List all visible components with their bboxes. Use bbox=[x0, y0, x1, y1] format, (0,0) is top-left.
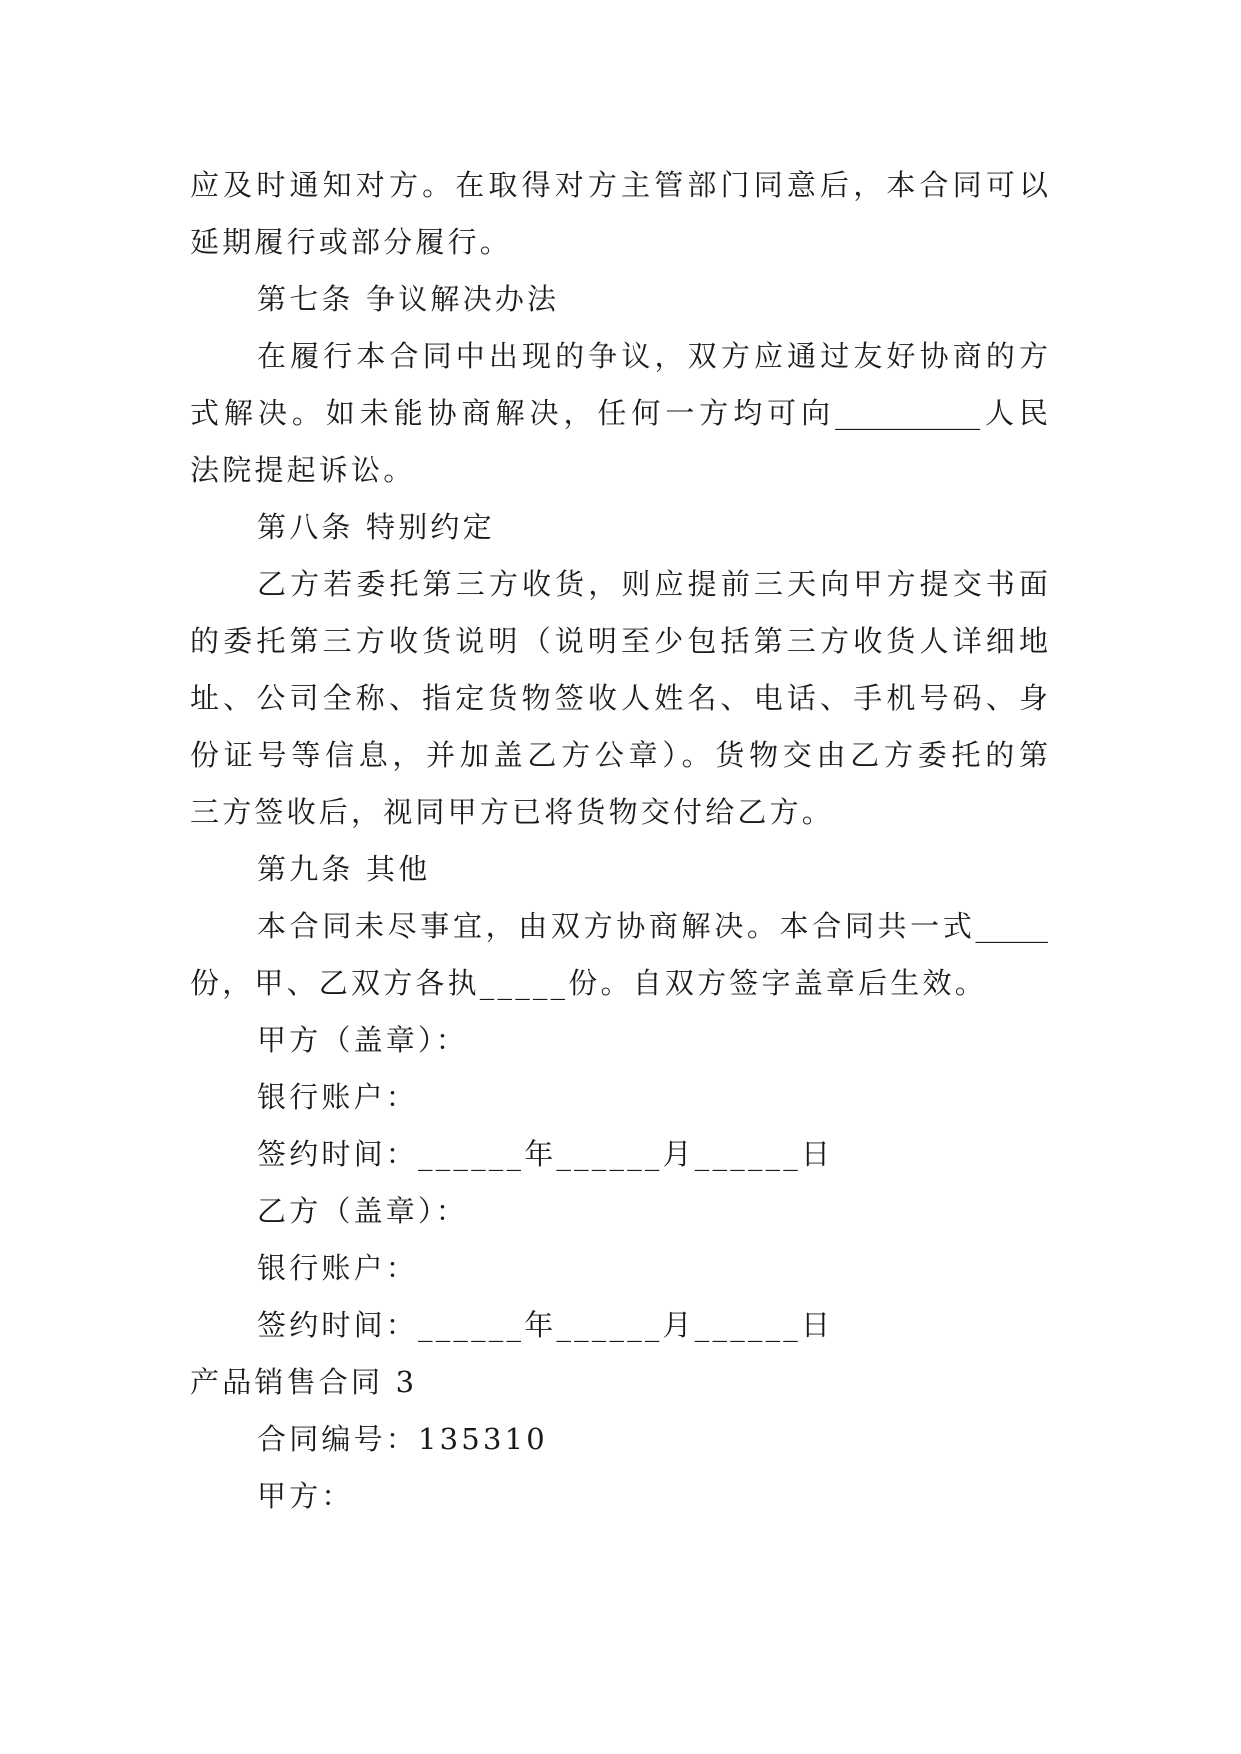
paragraph-line: 延期履行或部分履行。 bbox=[190, 225, 513, 259]
party-b-bank-label: 银行账户： bbox=[257, 1251, 419, 1285]
paragraph-line: 应及时通知对方。在取得对方主管部门同意后，本合同可以 bbox=[190, 168, 1048, 202]
party-b-sign-date: 签约时间：______年______月______日 bbox=[257, 1308, 834, 1342]
contract-number: 合同编号：135310 bbox=[257, 1422, 548, 1456]
paragraph-line: 法院提起诉讼。 bbox=[190, 453, 416, 487]
article-9-heading: 第九条 其他 bbox=[257, 852, 431, 886]
party-a-bank-label: 银行账户： bbox=[257, 1080, 419, 1114]
paragraph-line: 三方签收后，视同甲方已将货物交付给乙方。 bbox=[190, 795, 835, 829]
party-a-seal-label: 甲方（盖章）： bbox=[257, 1023, 468, 1057]
paragraph-line: 份，甲、乙双方各执_____份。自双方签字盖章后生效。 bbox=[190, 966, 987, 1000]
article-8-heading: 第八条 特别约定 bbox=[257, 510, 495, 544]
party-a-sign-date: 签约时间：______年______月______日 bbox=[257, 1137, 834, 1171]
paragraph-line: 乙方若委托第三方收货，则应提前三天向甲方提交书面 bbox=[257, 567, 1048, 601]
contract-3-title: 产品销售合同 3 bbox=[190, 1365, 418, 1399]
party-b-seal-label: 乙方（盖章）： bbox=[257, 1194, 468, 1228]
party-a-label: 甲方： bbox=[257, 1479, 354, 1513]
paragraph-line: 址、公司全称、指定货物签收人姓名、电话、手机号码、身 bbox=[190, 681, 1048, 715]
paragraph-line: 的委托第三方收货说明（说明至少包括第三方收货人详细地 bbox=[190, 624, 1048, 658]
paragraph-line: 在履行本合同中出现的争议，双方应通过友好协商的方 bbox=[257, 339, 1048, 373]
paragraph-line: 份证号等信息，并加盖乙方公章）。货物交由乙方委托的第 bbox=[190, 738, 1048, 772]
article-7-heading: 第七条 争议解决办法 bbox=[257, 282, 560, 316]
paragraph-line: 式解决。如未能协商解决，任何一方均可向__________人民 bbox=[190, 396, 1048, 430]
paragraph-line: 本合同未尽事宜，由双方协商解决。本合同共一式_____ bbox=[257, 909, 1048, 943]
